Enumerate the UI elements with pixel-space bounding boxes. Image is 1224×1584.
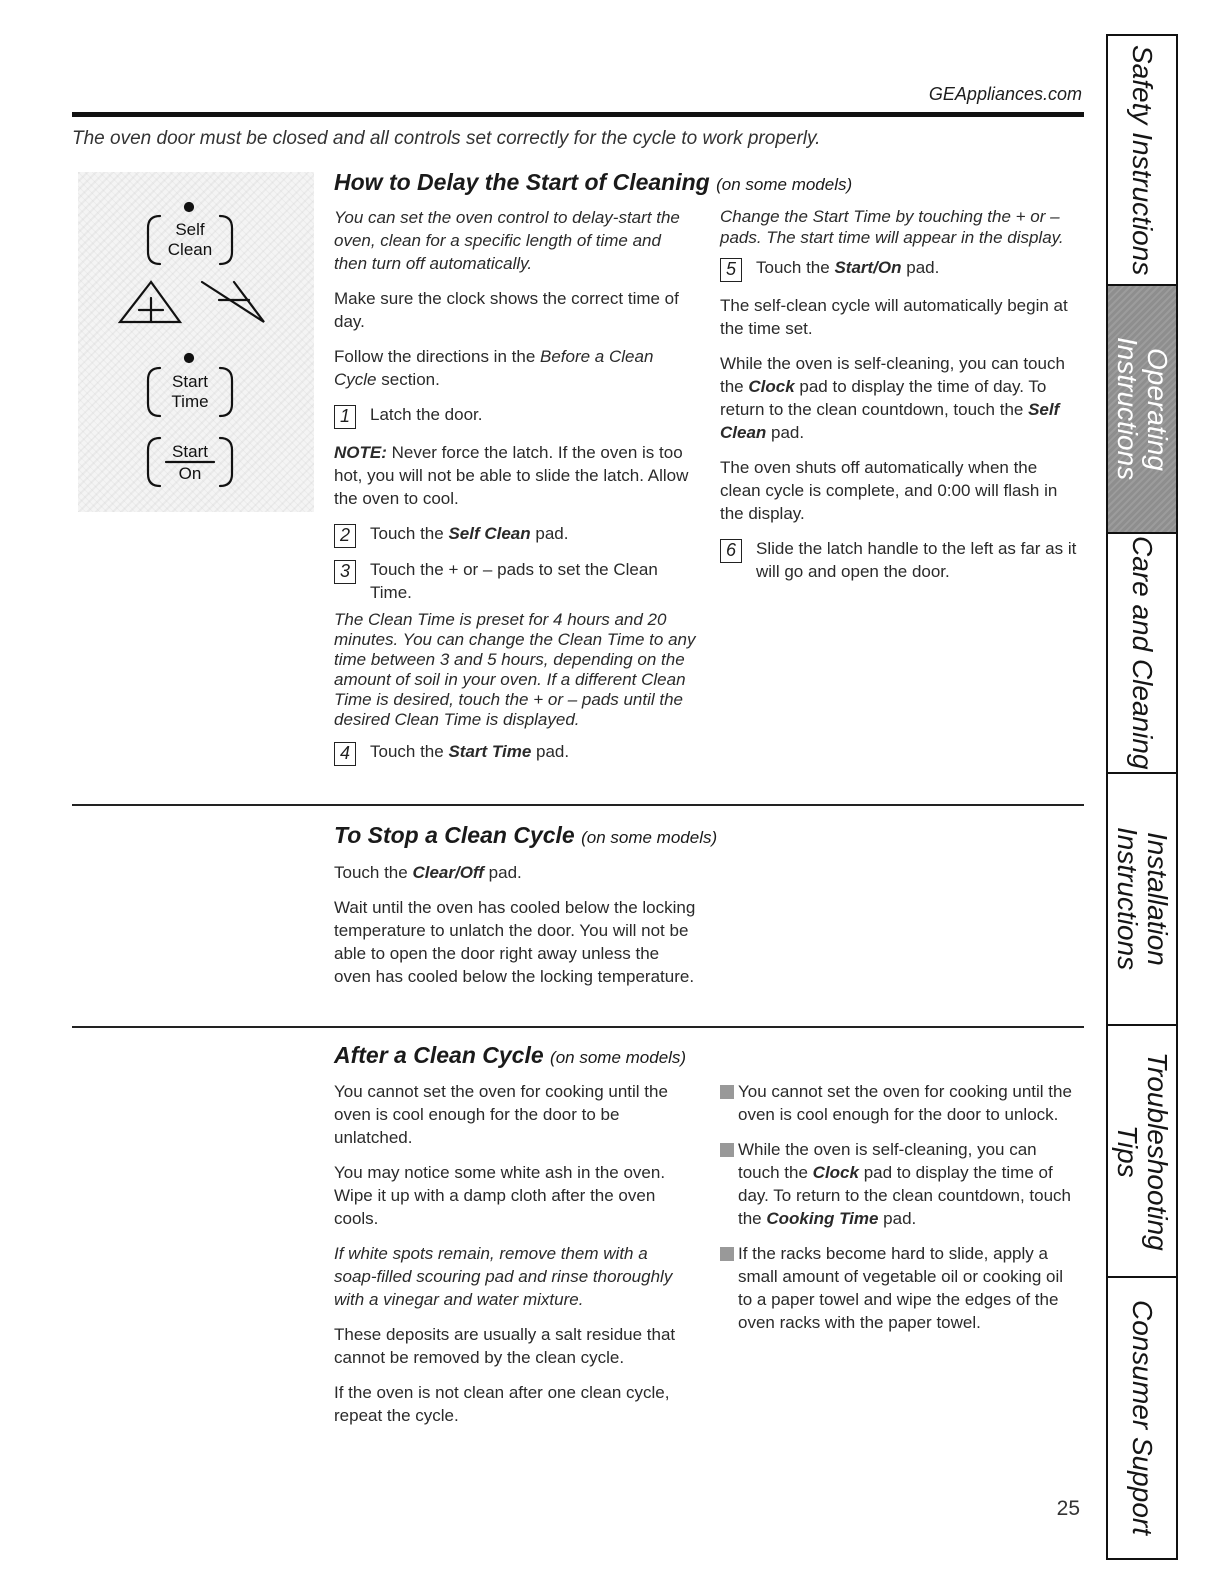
- self-clean-key[interactable]: [145, 220, 235, 260]
- delay-title: How to Delay the Start of Cleaning: [334, 169, 710, 195]
- website-url: GEAppliances.com: [928, 84, 1082, 104]
- start-time-indicator-dot: [185, 354, 193, 362]
- step-number: 1: [334, 405, 356, 429]
- step-number: 6: [720, 539, 742, 563]
- after-qualifier: (on some models): [550, 1048, 687, 1067]
- tab-label: Care and Cleaning: [1127, 536, 1158, 770]
- after-section-title: [334, 1042, 686, 1069]
- minus-triangle: [202, 282, 264, 322]
- section-divider: [72, 804, 1084, 806]
- step-number: 2: [334, 524, 356, 548]
- start-time-key[interactable]: [145, 372, 235, 412]
- step-text-c: pad.: [901, 258, 940, 277]
- step-number: 3: [334, 560, 356, 584]
- stop-text-b: Clear/Off: [412, 863, 484, 882]
- delay-follow-c: section.: [376, 370, 440, 389]
- delay-step-3: [334, 558, 698, 604]
- stop-qualifier: (on some models): [581, 828, 718, 847]
- tab-label: Safety Instructions: [1127, 44, 1158, 276]
- tab-troubleshooting-tips[interactable]: [1108, 1026, 1176, 1278]
- delay-qualifier: (on some models): [716, 175, 853, 194]
- step-text-b: Start/On: [834, 258, 902, 277]
- self-clean-indicator-dot: [185, 203, 193, 211]
- clock-text-d: Self Clean: [720, 400, 1060, 442]
- self-clean-key-line-1: Self: [175, 220, 205, 239]
- step-number: 4: [334, 742, 356, 766]
- delay-step-1: [334, 403, 698, 429]
- step-text-b: Self Clean: [448, 524, 531, 543]
- after-title: After a Clean Cycle: [334, 1042, 544, 1068]
- delay-note: [334, 441, 698, 510]
- bullet-text: If the racks become hard to slide, apply a small amount of vegetable oil or cooking oil to a paper towel and wipe the edges of the oven racks with the paper towel.: [738, 1244, 1064, 1332]
- clean-time-note: The Clean Time is preset for 4 hours and 20 minutes. You can change the Clean Time to any time between 3 and 5 hours, depending on the amount of soil in your oven. If a different Clean Time is desired, touch the + or – pads until the desired Clean Time is displayed.: [334, 610, 696, 729]
- clock-text-b: Clock: [748, 377, 795, 396]
- clock-text-a: While the oven is self-cleaning, you can touch the: [720, 354, 1065, 396]
- delay-follow-b: Before a Clean Cycle: [334, 347, 654, 389]
- delay-step-2: [334, 522, 698, 548]
- step-text: Slide the latch handle to the left as far as it will go and open the door.: [756, 539, 1077, 581]
- after-right-column: [720, 1080, 1080, 1334]
- delay-intro: You can set the oven control to delay-start the oven, clean for a specific length of time and then turn off automatically.: [334, 208, 680, 273]
- step-text-a: Touch the: [370, 524, 449, 543]
- after-p1: You cannot set the oven for cooking until the oven is cool enough for the door to be unlatched.: [334, 1082, 668, 1147]
- stop-clear-off-text: [334, 861, 700, 884]
- after-bullet-3: [720, 1242, 1080, 1334]
- after-left-column: [334, 1080, 694, 1427]
- after-p4: These deposits are usually a salt residue that cannot be removed by the clean cycle.: [334, 1325, 676, 1367]
- step-text: [756, 256, 939, 279]
- delay-left-column: [334, 206, 698, 766]
- tab-safety-instructions[interactable]: [1108, 36, 1176, 286]
- step-text: [370, 740, 569, 763]
- start-on-key[interactable]: [145, 442, 235, 484]
- start-time-change-text: Change the Start Time by touching the + or – pads. The start time will appear in the display.: [720, 207, 1064, 247]
- tab-operating-instructions[interactable]: [1108, 286, 1176, 534]
- bullet-text: [738, 1138, 1080, 1230]
- start-time-key-line-1: Start: [172, 372, 208, 391]
- page-number: 25: [1056, 1497, 1080, 1520]
- delay-step-4: [334, 740, 698, 766]
- step-text-c: pad.: [530, 524, 569, 543]
- tab-care-and-cleaning[interactable]: [1108, 534, 1176, 774]
- stop-title: To Stop a Clean Cycle: [334, 822, 575, 848]
- step-text: [370, 522, 568, 545]
- after-p2: You may notice some white ash in the oven. Wipe it up with a damp cloth after the oven cools.: [334, 1163, 666, 1228]
- self-cleaning-clock-text: [720, 352, 1080, 444]
- bullet-text-c: pad to display the time of day. To return to the clean countdown, touch the: [738, 1163, 1071, 1228]
- bullet-square: [720, 1085, 734, 1099]
- control-panel-illustration: [78, 172, 314, 512]
- step-text: Touch the + or – pads to set the Clean Time.: [370, 560, 658, 602]
- section-divider: [72, 1026, 1084, 1028]
- step-text: Latch the door.: [370, 405, 483, 424]
- bullet-square: [720, 1143, 734, 1157]
- tab-label: Operating Instructions: [1112, 337, 1173, 481]
- delay-step-5: [720, 256, 1080, 282]
- bullet-text-b: Clock: [812, 1163, 859, 1182]
- delay-section-title: [334, 169, 852, 196]
- stop-text-c: pad.: [483, 863, 522, 882]
- plus-sign: [139, 298, 163, 322]
- tab-label: Consumer Support: [1127, 1300, 1158, 1536]
- auto-begin-text: The self-clean cycle will automatically begin at the time set.: [720, 296, 1068, 338]
- step-text-a: Touch the: [370, 742, 449, 761]
- shut-off-text: The oven shuts off automatically when the clean cycle is complete, and 0:00 will flash in the display.: [720, 458, 1058, 523]
- clock-text-e: pad.: [766, 423, 805, 442]
- start-time-key-line-2: Time: [171, 392, 209, 411]
- bullet-text-a: While the oven is self-cleaning, you can touch the: [738, 1140, 1037, 1182]
- start-on-key-line-2: On: [178, 464, 202, 483]
- tab-label: Installation Instructions: [1112, 827, 1173, 971]
- delay-step-6: [720, 537, 1080, 583]
- header-rule: [72, 112, 1084, 117]
- clock-text-c: pad to display the time of day. To return to the clean countdown, touch the: [720, 377, 1047, 419]
- stop-text-a: Touch the: [334, 863, 413, 882]
- after-bullet-2: [720, 1138, 1080, 1230]
- step-text-a: Touch the: [756, 258, 835, 277]
- after-p5: If the oven is not clean after one clean cycle, repeat the cycle.: [334, 1383, 670, 1425]
- start-on-key-line-1: Start: [172, 442, 208, 461]
- stop-section-body: [334, 861, 700, 988]
- delay-right-column: [720, 206, 1080, 583]
- bullet-text-e: pad.: [878, 1209, 917, 1228]
- step-text-b: Start Time: [448, 742, 532, 761]
- step-text-c: pad.: [531, 742, 570, 761]
- tab-installation-instructions[interactable]: [1108, 774, 1176, 1026]
- stop-wait-text: Wait until the oven has cooled below the locking temperature to unlatch the door. You will not be able to open the door right away unless the oven has cooled below the locking temperature.: [334, 898, 696, 986]
- step-number: 5: [720, 258, 742, 282]
- self-clean-key-line-2: Clean: [167, 240, 213, 259]
- side-navigation-tabs: [1106, 34, 1178, 1560]
- after-bullet-1: [720, 1080, 1080, 1126]
- tab-consumer-support[interactable]: [1108, 1278, 1176, 1558]
- note-label: NOTE:: [334, 443, 387, 462]
- bullet-square: [720, 1247, 734, 1261]
- tab-label: Troubleshooting Tips: [1112, 1051, 1173, 1251]
- delay-follow-a: Follow the directions in the: [334, 347, 540, 366]
- bullet-text-d: Cooking Time: [766, 1209, 879, 1228]
- after-p3: If white spots remain, remove them with a soap-filled scouring pad and rinse thoroughly with a vinegar and water mixture.: [334, 1244, 673, 1309]
- intro-text: The oven door must be closed and all controls set correctly for the cycle to work properly.: [72, 128, 821, 149]
- delay-clock-text: Make sure the clock shows the correct time of day.: [334, 289, 679, 331]
- delay-follow-text: [334, 345, 698, 391]
- bullet-text: You cannot set the oven for cooking until the oven is cool enough for the door to unlock.: [738, 1082, 1072, 1124]
- note-text: Never force the latch. If the oven is too hot, you will not be able to slide the latch. Allow the oven to cool.: [334, 443, 689, 508]
- stop-section-title: [334, 822, 717, 849]
